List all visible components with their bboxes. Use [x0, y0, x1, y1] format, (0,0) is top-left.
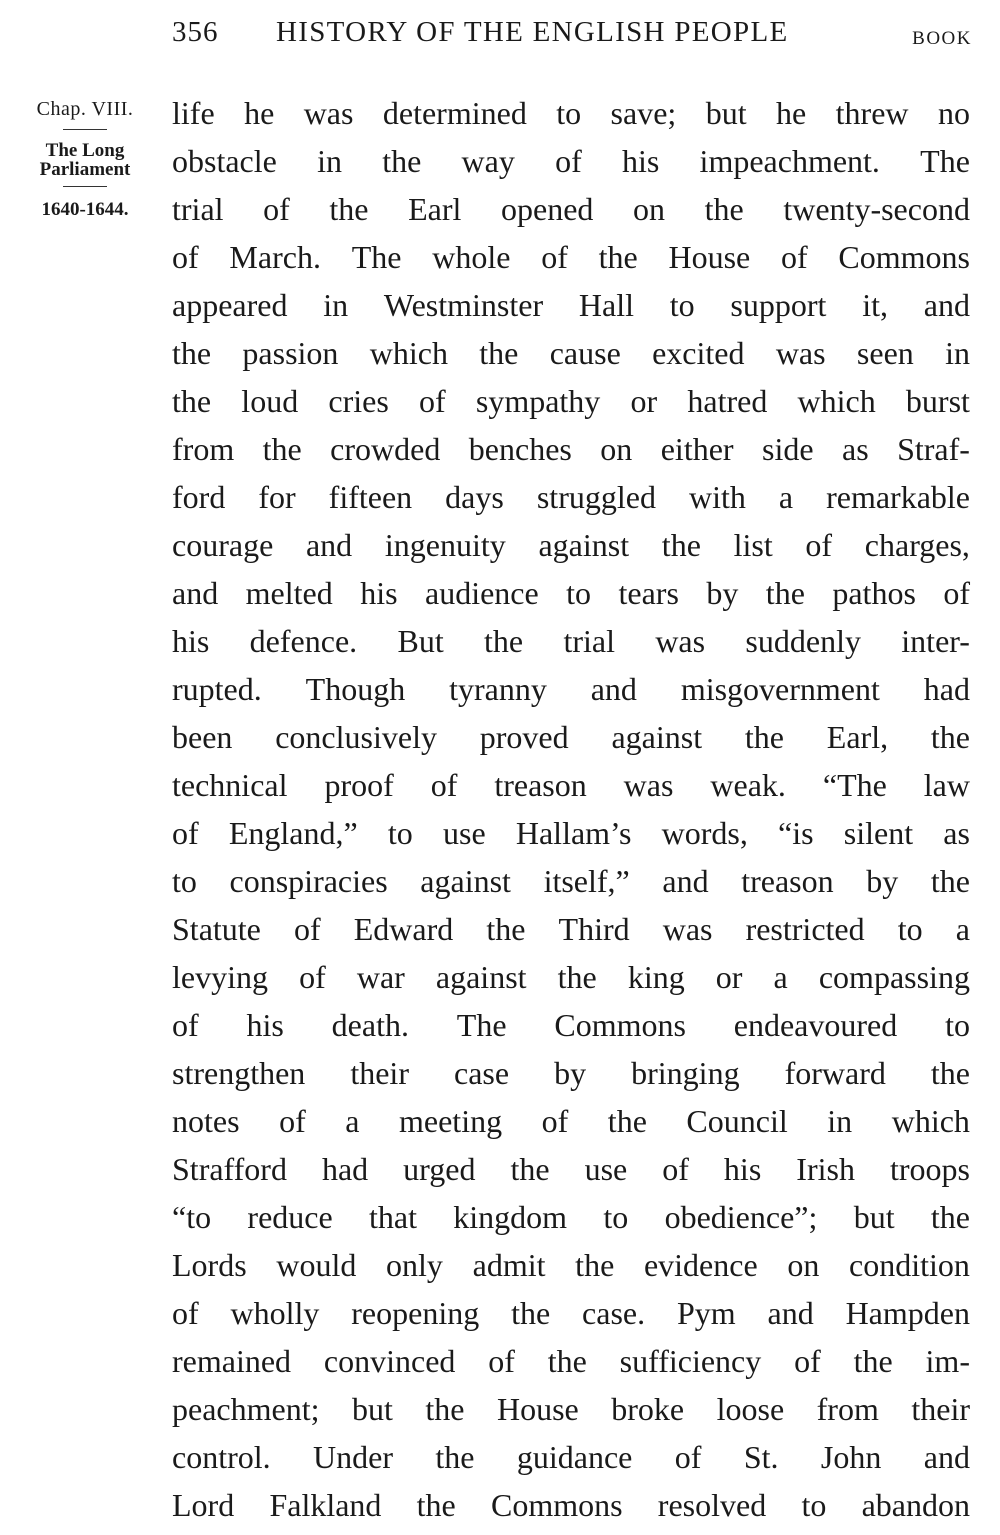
word: to — [669, 287, 695, 323]
word: in — [827, 1103, 853, 1139]
word: conclusively — [275, 719, 437, 755]
text-line — [172, 953, 970, 1001]
text-line — [172, 1433, 970, 1481]
word: to — [897, 911, 923, 947]
word: in — [323, 287, 349, 323]
word: appeared — [172, 287, 288, 323]
word: on — [787, 1247, 820, 1283]
word: trial — [172, 191, 224, 227]
word: by — [706, 575, 739, 611]
word: weak. — [710, 767, 786, 803]
word: sufficiency — [619, 1343, 762, 1379]
word: no — [937, 95, 970, 131]
word: only — [386, 1247, 443, 1283]
word: was — [655, 623, 706, 659]
word: to — [945, 1007, 970, 1043]
word: against — [420, 863, 511, 899]
word: Westminster — [383, 287, 544, 323]
word: the — [511, 1295, 551, 1331]
word: king — [627, 959, 685, 995]
word: broke — [611, 1391, 685, 1427]
text-line — [172, 1193, 970, 1241]
word: restricted — [745, 911, 865, 947]
text-line — [172, 1481, 970, 1529]
text-line — [172, 1049, 970, 1097]
word: The — [920, 143, 970, 179]
word: save; — [610, 95, 677, 131]
word: melted — [245, 575, 333, 611]
word: tears — [618, 575, 679, 611]
text-line — [172, 281, 970, 329]
word: fifteen — [328, 479, 413, 515]
word: of — [674, 1439, 702, 1475]
margin-dates: 1640-1644. — [41, 199, 129, 220]
word: it, — [862, 287, 888, 323]
word: defence. — [249, 623, 358, 659]
word: Earl — [408, 191, 462, 227]
word: Irish — [796, 1151, 855, 1187]
word: of — [805, 527, 833, 563]
word: the — [510, 1151, 550, 1187]
word: charges, — [864, 527, 970, 563]
word: twenty-second — [783, 191, 970, 227]
word: the — [853, 1343, 893, 1379]
word: on — [600, 431, 633, 467]
word: the — [435, 1439, 475, 1475]
word: ford — [172, 479, 226, 515]
text-line — [172, 521, 970, 569]
word: Council — [686, 1103, 788, 1139]
word: was — [303, 95, 354, 131]
word: Earl, — [826, 719, 889, 755]
word: admit — [472, 1247, 546, 1283]
text-line — [172, 1337, 970, 1385]
word: and — [172, 575, 219, 611]
word: of — [781, 239, 808, 275]
word: against — [538, 527, 630, 563]
word: of — [662, 1151, 689, 1187]
word: law — [923, 767, 970, 803]
text-line — [172, 761, 970, 809]
word: House — [668, 239, 751, 275]
word: life — [172, 95, 215, 131]
word: of — [430, 767, 458, 803]
word: and — [767, 1295, 814, 1331]
word: meeting — [399, 1103, 503, 1139]
word: as — [943, 815, 970, 851]
word: the — [425, 1391, 465, 1427]
word: Lord — [172, 1487, 235, 1523]
word: of — [943, 575, 970, 611]
word: a — [955, 911, 970, 947]
word: their — [911, 1391, 970, 1427]
word: the — [704, 191, 744, 227]
word: crowded — [330, 431, 441, 467]
word: troops — [889, 1151, 970, 1187]
word: cries — [328, 383, 389, 419]
word: Lords — [172, 1247, 247, 1283]
word: to — [172, 863, 197, 899]
word: which — [891, 1103, 970, 1139]
word: condition — [849, 1247, 970, 1283]
word: with — [688, 479, 746, 515]
word: from — [172, 431, 235, 467]
word: pathos — [832, 575, 916, 611]
word: the — [930, 1199, 970, 1235]
text-line — [172, 137, 970, 185]
word: House — [496, 1391, 579, 1427]
word: remained — [172, 1343, 292, 1379]
word: March. — [229, 239, 321, 275]
word: Pym — [676, 1295, 736, 1331]
text-line — [172, 377, 970, 425]
text-line — [172, 809, 970, 857]
word: itself,” — [543, 863, 630, 899]
word: compassing — [818, 959, 970, 995]
word: Straf- — [897, 431, 970, 467]
word: audience — [424, 575, 539, 611]
word: Hallam’s — [515, 815, 632, 851]
word: but — [705, 95, 747, 131]
word: of — [488, 1343, 515, 1379]
text-line — [172, 185, 970, 233]
word: the — [172, 383, 212, 419]
word: Statute — [172, 911, 261, 947]
word: his — [723, 1151, 762, 1187]
word: war — [356, 959, 405, 995]
word: from — [816, 1391, 879, 1427]
word: case. — [582, 1295, 646, 1331]
word: of — [293, 911, 321, 947]
word: control. — [172, 1439, 271, 1475]
word: endeavoured — [733, 1007, 898, 1043]
word: ingenuity — [384, 527, 506, 563]
word: use — [584, 1151, 628, 1187]
word: of — [279, 1103, 306, 1139]
word: strengthen — [172, 1055, 306, 1091]
word: by — [554, 1055, 587, 1091]
word: whole — [432, 239, 511, 275]
word: of — [172, 239, 199, 275]
word: would — [276, 1247, 357, 1283]
text-line — [172, 1097, 970, 1145]
word: “The — [822, 767, 887, 803]
word: convinced — [323, 1343, 456, 1379]
word: to — [801, 1487, 827, 1523]
word: been — [172, 719, 233, 755]
word: of — [541, 1103, 569, 1139]
word: the — [479, 335, 519, 371]
word: peachment; — [172, 1391, 320, 1427]
word: treason — [494, 767, 587, 803]
word: technical — [172, 767, 288, 803]
word: The — [456, 1007, 507, 1043]
word: to — [387, 815, 413, 851]
word: of — [794, 1343, 821, 1379]
word: Hall — [578, 287, 634, 323]
word: John — [820, 1439, 882, 1475]
word: Edward — [353, 911, 454, 947]
word: but — [853, 1199, 895, 1235]
word: case — [454, 1055, 510, 1091]
word: he — [776, 95, 807, 131]
word: St. — [743, 1439, 779, 1475]
word: the — [575, 1247, 615, 1283]
word: his — [246, 1007, 284, 1043]
word: Commons — [490, 1487, 623, 1523]
word: notes — [172, 1103, 240, 1139]
word: Third — [558, 911, 630, 947]
chapter-label: Chap. VIII. — [36, 98, 134, 120]
word: excited — [652, 335, 745, 371]
word: the — [930, 1055, 970, 1091]
word: on — [633, 191, 666, 227]
word: the — [486, 911, 526, 947]
word: use — [443, 815, 486, 851]
word: levying — [172, 959, 268, 995]
word: struggled — [536, 479, 656, 515]
text-line — [172, 665, 970, 713]
page-number: 356 — [172, 16, 219, 48]
word: days — [445, 479, 504, 515]
word: loud — [241, 383, 299, 419]
section-title-line2: Parliament — [39, 159, 131, 180]
word: the — [661, 527, 701, 563]
word: Commons — [838, 239, 970, 275]
word: determined — [382, 95, 527, 131]
word: abandon — [861, 1487, 970, 1523]
text-line — [172, 905, 970, 953]
text-line — [172, 857, 970, 905]
word: the — [484, 623, 524, 659]
text-line — [172, 1385, 970, 1433]
running-title: HISTORY OF THE ENGLISH PEOPLE — [276, 16, 789, 48]
word: guidance — [516, 1439, 633, 1475]
text-line — [172, 233, 970, 281]
word: his — [172, 623, 210, 659]
word: the — [382, 143, 422, 179]
word: for — [258, 479, 296, 515]
word: Strafford — [172, 1151, 287, 1187]
word: the — [765, 575, 805, 611]
text-line — [172, 1241, 970, 1289]
word: trial — [563, 623, 615, 659]
word: seen — [856, 335, 914, 371]
text-line — [172, 1289, 970, 1337]
word: his — [360, 575, 398, 611]
word: or — [715, 959, 743, 995]
word: im- — [925, 1343, 970, 1379]
word: side — [762, 431, 814, 467]
word: reopening — [351, 1295, 480, 1331]
word: tyranny — [449, 671, 547, 707]
word: Falkland — [269, 1487, 382, 1523]
word: benches — [468, 431, 572, 467]
word: to — [566, 575, 592, 611]
word: and — [305, 527, 353, 563]
text-line — [172, 89, 970, 137]
word: he — [244, 95, 275, 131]
word: proof — [324, 767, 394, 803]
word: of — [541, 239, 568, 275]
word: the — [930, 863, 970, 899]
word: or — [630, 383, 658, 419]
word: the — [329, 191, 369, 227]
word: and — [923, 1439, 970, 1475]
word: courage — [172, 527, 274, 563]
word: impeachment. — [699, 143, 880, 179]
word: to — [556, 95, 582, 131]
word: opened — [501, 191, 594, 227]
word: proved — [479, 719, 569, 755]
word: sympathy — [475, 383, 601, 419]
word: misgovernment — [680, 671, 880, 707]
word: and — [590, 671, 637, 707]
word: passion — [242, 335, 339, 371]
word: was — [623, 767, 674, 803]
word: and — [662, 863, 709, 899]
word: treason — [741, 863, 834, 899]
word: suddenly — [745, 623, 861, 659]
word: hatred — [687, 383, 768, 419]
word: was — [775, 335, 826, 371]
section-title-line1: The Long — [45, 140, 125, 161]
word: had — [321, 1151, 369, 1187]
word: the — [262, 431, 302, 467]
word: a — [778, 479, 794, 515]
word: against — [435, 959, 527, 995]
word: list — [733, 527, 773, 563]
word: a — [345, 1103, 360, 1139]
word: cause — [549, 335, 621, 371]
word: of — [263, 191, 290, 227]
word: which — [369, 335, 448, 371]
book-label: BOOK — [912, 28, 972, 49]
word: resolved — [657, 1487, 767, 1523]
text-line — [172, 473, 970, 521]
word: the — [598, 239, 638, 275]
word: “to — [172, 1199, 212, 1235]
text-line — [172, 617, 970, 665]
word: urged — [403, 1151, 476, 1187]
word: way — [461, 143, 515, 179]
word: But — [397, 623, 444, 659]
word: threw — [835, 95, 909, 131]
word: rupted. — [172, 671, 262, 707]
text-line — [172, 569, 970, 617]
word: England,” — [228, 815, 358, 851]
word: the — [557, 959, 597, 995]
word: the — [547, 1343, 587, 1379]
word: the — [607, 1103, 647, 1139]
word: evidence — [643, 1247, 758, 1283]
word: Hampden — [845, 1295, 970, 1331]
word: kingdom — [453, 1199, 568, 1235]
margin-rule-bottom — [63, 186, 107, 187]
word: the — [416, 1487, 456, 1523]
word: Commons — [554, 1007, 686, 1043]
word: to — [603, 1199, 629, 1235]
word: obstacle — [172, 143, 277, 179]
word: reduce — [247, 1199, 333, 1235]
margin-rule-top — [63, 129, 107, 130]
word: Though — [305, 671, 406, 707]
margin-note — [10, 96, 160, 222]
word: the — [930, 719, 970, 755]
word: remarkable — [826, 479, 970, 515]
word: obedience”; — [664, 1199, 818, 1235]
word: death. — [331, 1007, 409, 1043]
word: burst — [905, 383, 970, 419]
word: conspiracies — [229, 863, 388, 899]
word: their — [350, 1055, 409, 1091]
word: silent — [843, 815, 914, 851]
text-line — [172, 1001, 970, 1049]
word: by — [866, 863, 899, 899]
word: was — [662, 911, 713, 947]
word: wholly — [230, 1295, 320, 1331]
word: of — [172, 1295, 199, 1331]
word: of — [172, 1007, 199, 1043]
word: of — [419, 383, 446, 419]
word: loose — [716, 1391, 785, 1427]
text-line — [172, 713, 970, 761]
word: words, — [661, 815, 748, 851]
body-text — [172, 89, 970, 1529]
word: forward — [784, 1055, 886, 1091]
word: of — [172, 815, 199, 851]
word: against — [611, 719, 703, 755]
word: support — [730, 287, 827, 323]
word: had — [923, 671, 970, 707]
word: but — [351, 1391, 393, 1427]
word: as — [841, 431, 869, 467]
word: the — [744, 719, 784, 755]
word: “is — [778, 815, 814, 851]
text-line — [172, 329, 970, 377]
word: in — [317, 143, 342, 179]
word: that — [368, 1199, 417, 1235]
word: which — [797, 383, 876, 419]
word: Under — [313, 1439, 393, 1475]
word: of — [299, 959, 326, 995]
word: of — [555, 143, 582, 179]
word: The — [351, 239, 402, 275]
word: the — [172, 335, 212, 371]
word: either — [660, 431, 734, 467]
word: and — [923, 287, 970, 323]
word: a — [773, 959, 788, 995]
word: inter- — [901, 623, 970, 659]
running-head — [172, 16, 972, 56]
text-line — [172, 425, 970, 473]
word: his — [621, 143, 660, 179]
word: bringing — [631, 1055, 740, 1091]
text-line — [172, 1145, 970, 1193]
word: in — [945, 335, 970, 371]
